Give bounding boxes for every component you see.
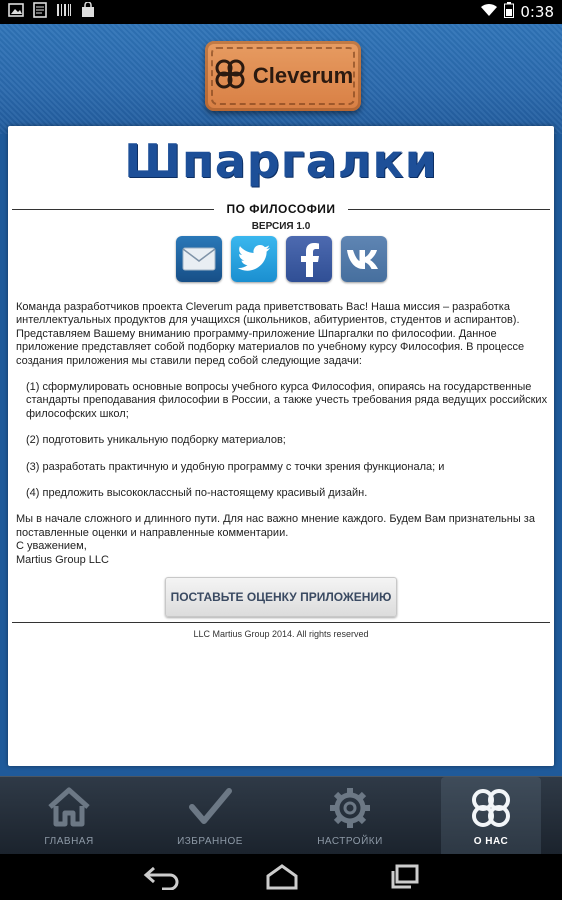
page-subtitle: ПО ФИЛОСОФИИ [226, 202, 336, 216]
social-buttons [176, 236, 387, 282]
task-item: (4) предложить высококлассный по-настоящему красивый дизайн. [26, 487, 368, 500]
about-panel [8, 126, 554, 766]
divider [348, 209, 550, 210]
image-icon [8, 2, 24, 23]
nav-label: ИЗБРАННОЕ [177, 836, 243, 847]
nav-label: НАСТРОЙКИ [317, 836, 383, 847]
vk-icon [346, 248, 382, 270]
nav-item-favorites[interactable] [160, 777, 260, 855]
share-mail-button[interactable] [176, 236, 222, 282]
intro-paragraph: Команда разработчиков проекта Cleverum рада приветствовать Вас! Наша миссия – разработка интеллектуальных продуктов для учащихся (школьников, абитуриентов, студентов и аспирантов). Представляем Вашему вниманию программу-приложение Шпаргалки по философии. Данное приложение представляет собой подборку материалов по учебному курсу Философия. В процессе создания приложения мы ставили перед собой следующие задачи: [16, 301, 525, 367]
back-icon[interactable] [142, 864, 182, 895]
divider [12, 622, 550, 623]
bag-icon [80, 2, 96, 23]
brand-logo [205, 41, 361, 111]
nav-item-settings[interactable] [300, 777, 400, 855]
home-icon[interactable] [262, 864, 302, 895]
signature-line: Martius Group LLC [16, 553, 109, 566]
checkmark-icon [187, 787, 233, 827]
app-header [0, 24, 562, 134]
page-title: Шпаргалки [124, 134, 438, 188]
gear-icon [327, 787, 373, 829]
nav-label: О НАС [473, 836, 509, 847]
clock: 0:38 [520, 3, 554, 21]
share-twitter-button[interactable] [231, 236, 277, 282]
rate-app-button[interactable]: ПОСТАВЬТЕ ОЦЕНКУ ПРИЛОЖЕНИЮ [165, 577, 397, 617]
bottom-nav [0, 776, 562, 854]
about-text [16, 301, 550, 567]
battery-icon [504, 2, 514, 22]
nav-label: ГЛАВНАЯ [44, 836, 94, 847]
task-item: (1) сформулировать основные вопросы учебного курса Философия, опираясь на государственные стандарты преподавания философии в России, а также учесть требования ряда ведущих российских философских школ; [26, 381, 548, 420]
task-item: (2) подготовить уникальную подборку материалов; [26, 434, 286, 447]
version-label: ВЕРСИЯ 1.0 [251, 221, 311, 232]
clover-icon [468, 787, 514, 829]
wifi-icon [480, 3, 498, 21]
divider [12, 209, 214, 210]
twitter-icon [237, 245, 271, 273]
facebook-icon [295, 241, 323, 277]
task-item: (3) разработать практичную и удобную программу с точки зрения функционала; и [26, 460, 445, 473]
home-icon [46, 787, 92, 827]
subtitle-row [8, 200, 554, 218]
barcode-icon [56, 2, 72, 23]
copyright-text: LLC Martius Group 2014. All rights reserved [193, 629, 369, 639]
notes-icon [32, 2, 48, 23]
clover-icon [213, 57, 247, 96]
status-bar [0, 0, 562, 24]
regards-line: С уважением, [16, 540, 87, 553]
nav-item-about[interactable] [441, 777, 541, 855]
mail-icon [182, 247, 216, 271]
nav-item-home[interactable] [19, 777, 119, 855]
recents-icon[interactable] [385, 864, 425, 895]
brand-name: Cleverum [252, 63, 354, 88]
closing-paragraph: Мы в начале сложного и длинного пути. Для нас важно мнение каждого. Будем Вам признательны за поставленные оценки и направленные комментарии. [16, 513, 535, 539]
share-vk-button[interactable] [341, 236, 387, 282]
share-facebook-button[interactable] [286, 236, 332, 282]
system-nav-bar [0, 854, 562, 900]
